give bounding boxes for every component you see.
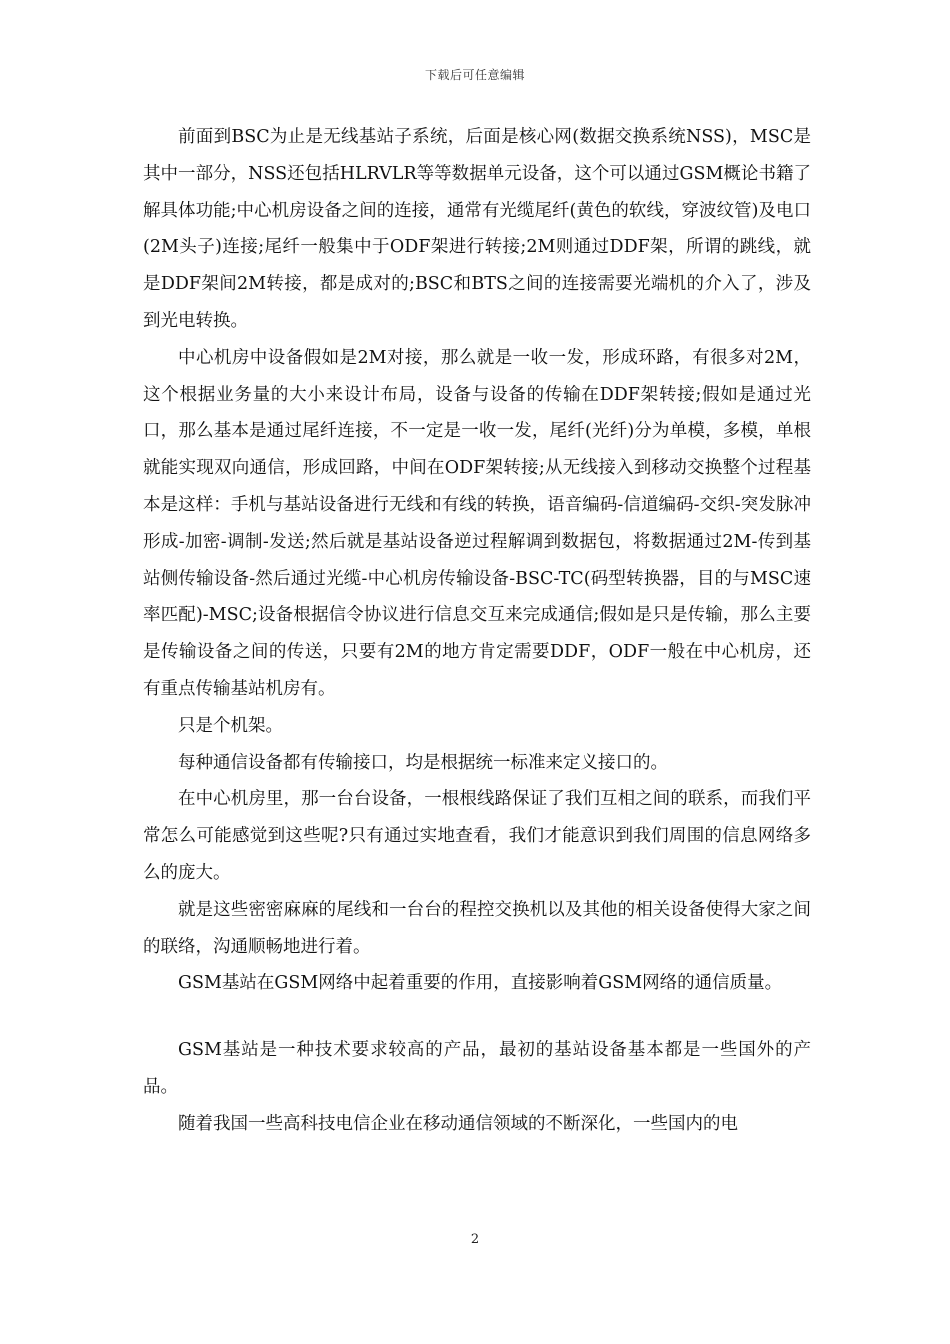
page-number: 2 bbox=[470, 1232, 480, 1247]
paragraph-central-room-2m: 中心机房中设备假如是2M对接，那么就是一收一发，形成环路，有很多对2M，这个根据业务量的大小来设计布局，设备与设备的传输在DDF架转接;假如是通过光口，那么基本是通过尾纤连接，不一定是一收一发，尾纤(光纤)分为单模，多模，单根就能实现双向通信，形成回路，中间在ODF架转接;从无线接入到移动交换整个过程基本是这样：手机与基站设备进行无线和有线的转换，语音编码-信道编码-交织-突发脉冲形成-加密-调制-发送;然后就是基站设备逆过程解调到数据包，将数据通过2M-传到基站侧传输设备-然后通过光缆-中心机房传输设备-BSC-TC(码型转换器，目的与MSC速率匹配)-MSC;设备根据信令协议进行信息交互来完成通信;假如是只是传输，那么主要是传输设备之间的传送，只要有2M的地方肯定需要DDF，ODF一般在中心机房，还有重点传输基站机房有。 bbox=[143, 347, 811, 699]
paragraph-interfaces: 每种通信设备都有传输接口，均是根据统一标准来定义接口的。 bbox=[178, 752, 668, 773]
paragraph-tail-fibers: 就是这些密密麻麻的尾线和一台台的程控交换机以及其他的相关设备使得大家之间的联络，沟通顺畅地进行着。 bbox=[143, 899, 811, 957]
paragraph-domestic-telecom: 随着我国一些高科技电信企业在移动通信领域的不断深化，一些国内的电 bbox=[178, 1113, 738, 1134]
document-body bbox=[143, 119, 811, 1143]
paragraph-central-room-lines: 在中心机房里，那一台台设备，一根根线路保证了我们互相之间的联系，而我们平常怎么可能感觉到这些呢?只有通过实地查看，我们才能意识到我们周围的信息网络多么的庞大。 bbox=[143, 789, 811, 883]
paragraph-gsm-products: GSM基站是一种技术要求较高的产品，最初的基站设备基本都是一些国外的产品。 bbox=[143, 1040, 811, 1097]
paragraph-bsc-nss: 前面到BSC为止是无线基站子系统，后面是核心网(数据交换系统NSS)，MSC是其中一部分，NSS还包括HLRVLR等等数据单元设备，这个可以通过GSM概论书籍了解具体功能;中心机房设备之间的连接，通常有光缆尾纤(黄色的软线，穿波纹管)及电口(2M头子)连接;尾纤一般集中于ODF架进行转接;2M则通过DDF架，所谓的跳线，就是DDF架间2M转接，都是成对的;BSC和BTS之间的连接需要光端机的介入了，涉及到光电转换。 bbox=[143, 127, 811, 331]
paragraph-rack: 只是个机架。 bbox=[178, 715, 283, 736]
paragraph-gsm-role: GSM基站在GSM网络中起着重要的作用，直接影响着GSM网络的通信质量。 bbox=[178, 973, 783, 994]
page-header: 下载后可任意编辑 bbox=[424, 68, 525, 82]
